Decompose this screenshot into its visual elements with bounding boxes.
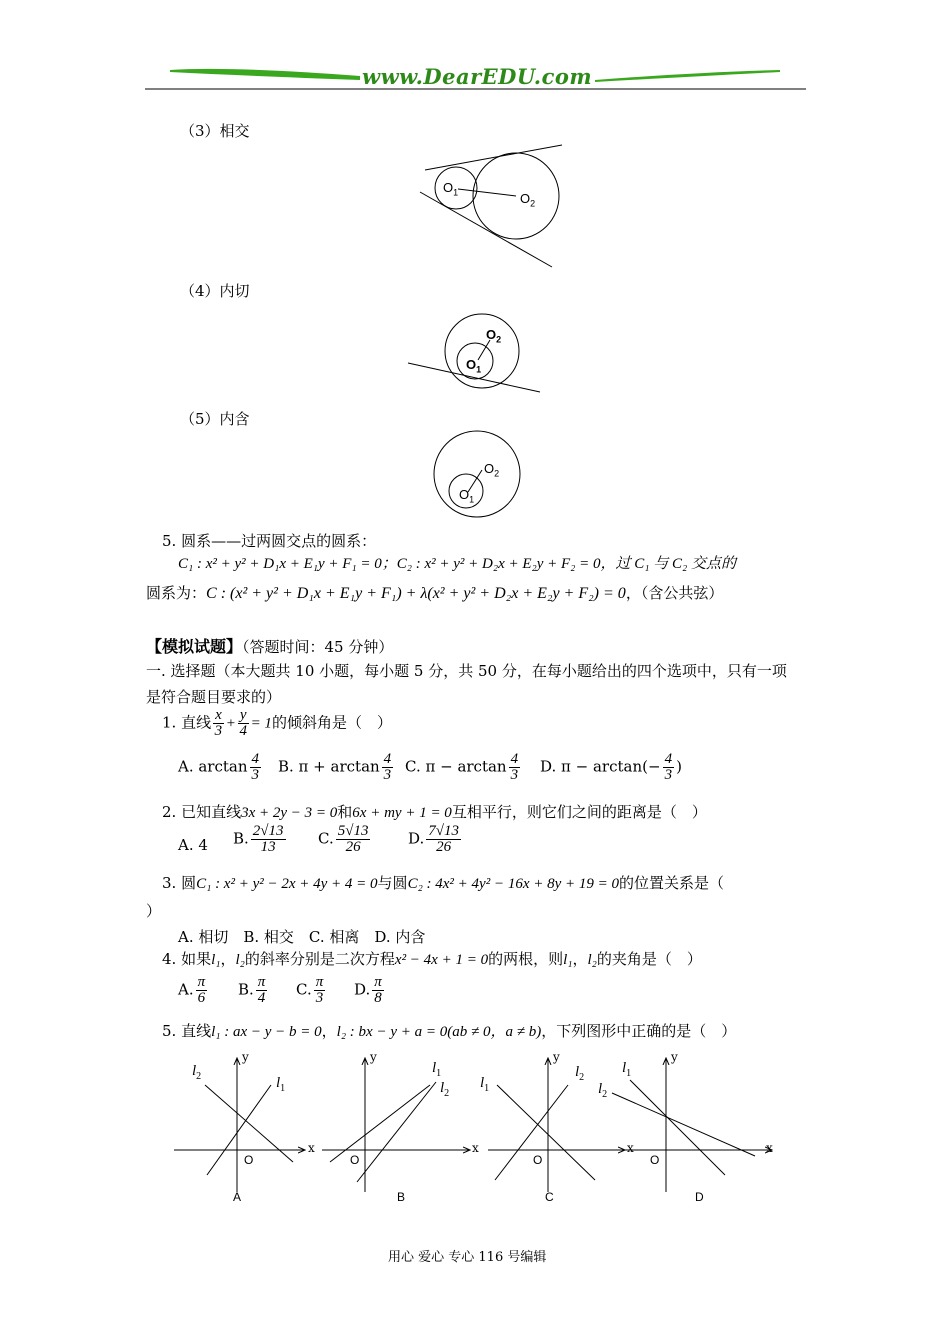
question-4: 4. 如果l₁，l₂的斜率分别是二次方程x² − 4x + 1 = 0的两根，则l₁，l₂的夹角是（ ） bbox=[162, 950, 702, 968]
q1-option-d[interactable]: D. π − arctan(− $\frac{4}{3}$ ) bbox=[540, 751, 682, 783]
question-5: 5. 直线l₁ : ax − y − b = 0，l₂ : bx − y + a = 0(ab ≠ 0，a ≠ b)，下列图形中正确的是（ ） bbox=[162, 1022, 737, 1040]
graph-c-label-l2: $l_2$ bbox=[575, 1064, 585, 1083]
question-3-cont: ） bbox=[146, 902, 162, 920]
graph-b-label-l1: $l_1$ bbox=[432, 1060, 442, 1079]
question-1: 1. 直线 $\frac{x}{3}$ + $\frac{y}{4}$ = 1的倾斜角是（ ） bbox=[162, 707, 392, 739]
figure5-o1-label: $O_1$ bbox=[459, 487, 475, 505]
graph-a-origin: O bbox=[244, 1153, 254, 1167]
graph-d-caption: D bbox=[695, 1190, 704, 1204]
figure4-o1-label: $O_1$ bbox=[466, 357, 482, 375]
graph-c-y-label: y bbox=[553, 1050, 560, 1064]
graph-a-label-l2: $l_2$ bbox=[192, 1063, 202, 1082]
q4-option-d[interactable]: D. $\frac{\pi}{8}$ bbox=[354, 974, 382, 1006]
exam-heading: 【模拟试题】（答题时间：45 分钟） bbox=[146, 637, 394, 656]
graph-d-x-label: x bbox=[766, 1141, 773, 1155]
question-2: 2. 已知直线3x + 2y − 3 = 0和6x + my + 1 = 0互相平行，则它们之间的距离是（ ） bbox=[162, 803, 707, 821]
figure5-o2-label: $O_2$ bbox=[484, 461, 500, 479]
graph-a-y-label: y bbox=[242, 1050, 249, 1064]
graph-b[interactable] bbox=[322, 1058, 470, 1192]
section-3-label: （3）相交 bbox=[180, 122, 250, 140]
figure4-o2-label: $O_2$ bbox=[486, 327, 502, 345]
q4-option-a[interactable]: A. $\frac{\pi}{6}$ bbox=[178, 974, 206, 1006]
q2-option-c[interactable]: C. $\frac{5√13}{26}$ bbox=[318, 823, 369, 855]
figure3-o1-label: $O_1$ bbox=[443, 180, 459, 198]
item5-line2: 圆系为：C : (x² + y² + D₁x + E₁y + F₁) + λ(x² + y² + D₂x + E₂y + F₂) = 0，（含公共弦） bbox=[146, 584, 724, 602]
graph-d-label-l1: $l_1$ bbox=[622, 1060, 632, 1079]
graph-c-x-label: x bbox=[627, 1141, 634, 1155]
question-3: 3. 圆C₁ : x² + y² − 2x + 4y + 4 = 0与圆C₂ : 4x² + 4y² − 16x + 8y + 19 = 0的位置关系是（ bbox=[162, 874, 725, 892]
exam-part1-line1: 一. 选择题（本大题共 10 小题，每小题 5 分，共 50 分，在每小题给出的四个选项中，只有一项 bbox=[146, 662, 787, 680]
q3-options[interactable]: A. 相切 B. 相交 C. 相离 D. 内含 bbox=[178, 928, 426, 946]
exam-part1-line2: 是符合题目要求的） bbox=[146, 688, 282, 706]
graph-a-label-l1: $l_1$ bbox=[276, 1075, 286, 1094]
q2-option-b[interactable]: B. $\frac{2√13}{13}$ bbox=[233, 823, 284, 855]
graph-b-label-l2: $l_2$ bbox=[440, 1080, 450, 1099]
q4-option-b[interactable]: B. $\frac{\pi}{4}$ bbox=[238, 974, 266, 1006]
header-logo-text: www.DearEDU.com bbox=[362, 64, 593, 89]
q2-option-a[interactable]: A. 4 bbox=[178, 836, 208, 854]
graph-b-origin: O bbox=[350, 1153, 360, 1167]
q1-option-c[interactable]: C. π − arctan $\frac{4}{3}$ bbox=[405, 751, 519, 783]
graph-b-x-label: x bbox=[472, 1141, 479, 1155]
section-4-label: （4）内切 bbox=[180, 282, 250, 300]
graph-c-label-l1: $l_1$ bbox=[480, 1075, 490, 1094]
section-5-label: （5）内含 bbox=[180, 410, 250, 428]
graph-d-y-label: y bbox=[671, 1050, 678, 1064]
graph-b-y-label: y bbox=[370, 1050, 377, 1064]
item5-title: 5. 圆系——过两圆交点的圆系： bbox=[162, 532, 377, 550]
graph-c-origin: O bbox=[533, 1153, 543, 1167]
graph-b-caption: B bbox=[397, 1190, 406, 1204]
figure3-o2-label: $O_2$ bbox=[520, 191, 536, 209]
graph-d-label-l2: $l_2$ bbox=[598, 1081, 608, 1100]
graph-a-x-label: x bbox=[308, 1141, 315, 1155]
q1-option-a[interactable]: A. arctan $\frac{4}{3}$ bbox=[178, 751, 260, 783]
page-footer: 用心 爱心 专心 116 号编辑 bbox=[388, 1250, 547, 1265]
graph-c-caption: C bbox=[545, 1190, 554, 1204]
graph-d-origin: O bbox=[650, 1153, 660, 1167]
q2-option-d[interactable]: D. $\frac{7√13}{26}$ bbox=[408, 823, 459, 855]
q4-option-c[interactable]: C. $\frac{\pi}{3}$ bbox=[296, 974, 324, 1006]
graph-a-caption: A bbox=[233, 1190, 242, 1204]
q1-option-b[interactable]: B. π + arctan $\frac{4}{3}$ bbox=[278, 751, 392, 783]
item5-line1: C₁ : x² + y² + D₁x + E₁y + F₁ = 0；C₂ : x² + y² + D₂x + E₂y + F₂ = 0，过 C₁ 与 C₂ 交点的 bbox=[178, 556, 736, 572]
graph-c[interactable] bbox=[488, 1058, 625, 1192]
